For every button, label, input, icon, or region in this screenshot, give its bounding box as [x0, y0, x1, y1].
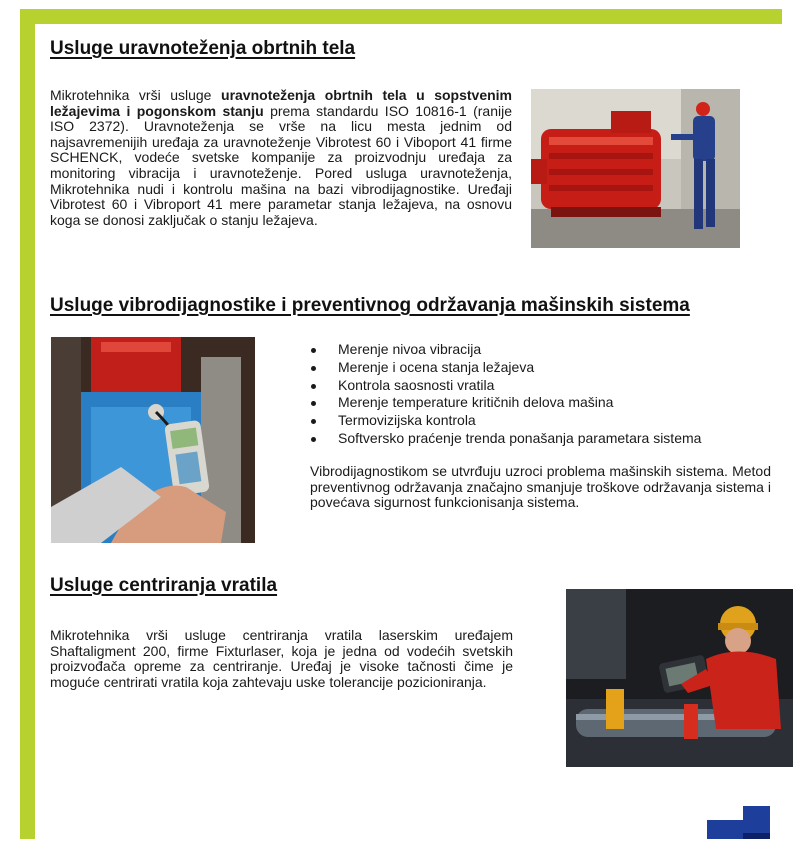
shaft-alignment-paragraph: Mikrotehnika vrši usluge centriranja vratila laserskim uređajem Shaftaligment 200, firme Fixturlaser, koja je jedna od vodećih svetskih proizvođača opreme za centriranje. Uređaj je visoke tačnosti čime je moguće centrirati vratila koja zahtevaju uske tolerancije pozicioniranja. [50, 627, 513, 690]
balancing-paragraph [50, 88, 512, 228]
list-item: Merenje temperature kritičnih delova mašina [309, 394, 701, 412]
balancing-text-rest: prema standardu ISO 10816-1 (ranije ISO 2372). Uravnoteženja se vrše na licu mesta jednim od najsavremenijih uređaja za uravnoteženje Vibrotest 60 i Viboport 41 firme SCHENCK, vodeće svetske kompanije za proizvodnju uređaja za monitoring vibracija i uravnoteženje. Pored usluga uravnoteženja, Mikrotehnika nudi i kontrolu mašina na bazi vibrodijagnostike. Uređaji Vibrotest 60 i Vibroport 41 mere parametar stanja ležajeva, na osnovu koga se donosi zaključak o stanju ležajeva. [50, 102, 512, 228]
section-title-shaft-alignment: Usluge centriranja vratila [50, 575, 278, 596]
brand-logo-block [707, 806, 770, 839]
list-item: Termovizijska kontrola [309, 412, 701, 430]
list-item: Softversko praćenje trenda ponašanja parametara sistema [309, 430, 701, 448]
balancing-text-bold: uravnoteženja obrtnih tela u sopstvenim ležajevima i pogonskom stanju [50, 87, 512, 119]
list-item: Kontrola saosnosti vratila [309, 377, 701, 395]
balancing-text-intro: Mikrotehnika vrši usluge [50, 87, 222, 103]
laser-alignment-photo [566, 589, 793, 767]
side-accent-bar [20, 24, 35, 839]
vibrodiagnostics-paragraph: Vibrodijagnostikom se utvrđuju uzroci problema mašinskih sistema. Metod preventivnog održavanja značajno smanjuje troškove održavanja sistema i povećava sigurnost funkcionisanja sistema. [310, 463, 771, 511]
list-item: Merenje i ocena stanja ležajeva [309, 359, 701, 377]
motor-photo [531, 89, 740, 248]
section-title-balancing: Usluge uravnoteženja obrtnih tela [50, 38, 356, 59]
top-accent-bar [20, 9, 782, 24]
section-title-vibrodiagnostics: Usluge vibrodijagnostike i preventivnog održavanja mašinskih sistema [50, 295, 690, 316]
vibrodiagnostics-service-list [309, 341, 701, 448]
vibration-meter-photo [51, 337, 255, 543]
list-item: Merenje nivoa vibracija [309, 341, 701, 359]
